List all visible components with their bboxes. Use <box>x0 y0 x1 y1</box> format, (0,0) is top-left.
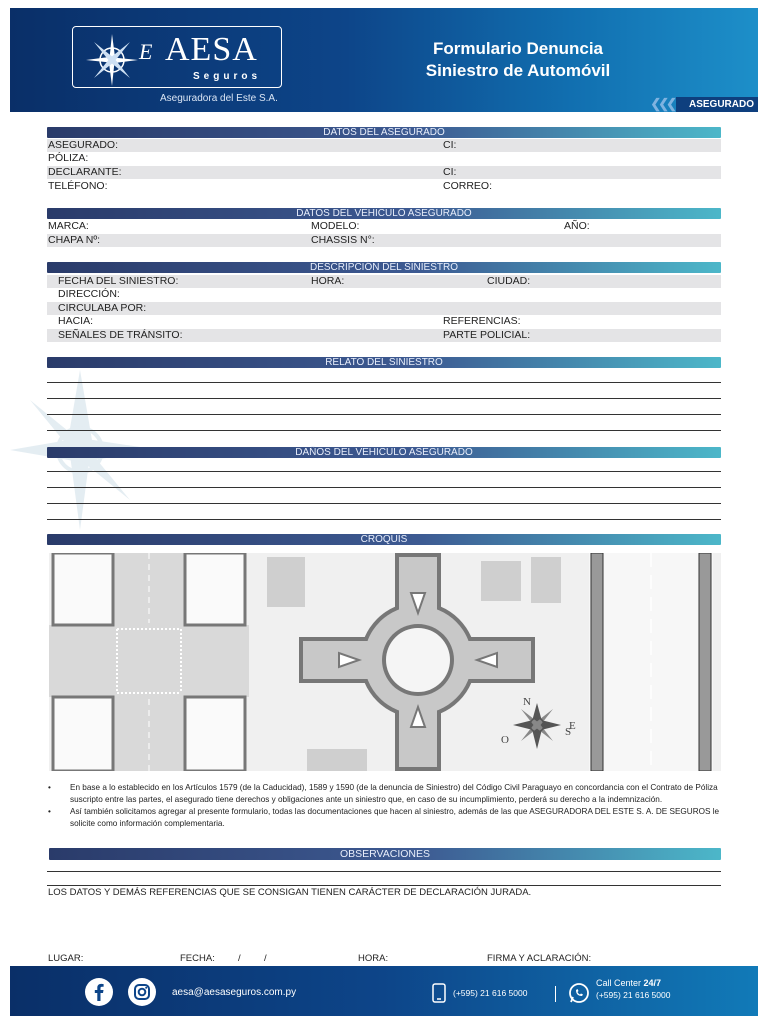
bullet-marker: • <box>48 783 51 792</box>
section-bar-vehiculo: DATOS DEL VEHICULO ASEGURADO <box>47 208 721 219</box>
label-circulaba: CIRCULABA POR: <box>58 302 147 314</box>
callcenter-phone[interactable]: (+595) 21 616 5000 <box>596 990 671 1000</box>
label-firma: FIRMA Y ACLARACIÓN: <box>487 953 592 964</box>
label-parte-policial: PARTE POLICIAL: <box>443 329 531 341</box>
label-hora: HORA: <box>311 275 345 287</box>
legal-notes <box>48 782 724 830</box>
writing-line <box>47 471 721 472</box>
logo-subtitle: Seguros <box>193 71 262 82</box>
compass-o-label: O <box>501 734 509 746</box>
company-logo <box>72 26 282 88</box>
label-asegurado: ASEGURADO: <box>48 139 119 151</box>
label-ci-declarante: CI: <box>443 166 457 178</box>
bullet-marker: • <box>48 807 51 816</box>
instagram-icon[interactable] <box>127 977 157 1007</box>
footer-banner <box>10 966 758 1016</box>
header-banner <box>10 8 758 112</box>
legal-paragraph-1: En base a lo establecido en los Artículos 1579 (de la Caducidad), 1589 y 1590 (de la denuncia de Siniestro) del Código Civil Paraguayo en concordancia con el Contrato de Póliza suscripto entre las partes, el asegurado tiene derechos y obligaciones ante un siniestro que, en caso de su incumplimiento, perderá su derecho a la indemnización. <box>70 783 718 804</box>
row-declarante <box>47 166 721 179</box>
writing-line <box>47 503 721 504</box>
logo-e-letter: E <box>139 39 153 64</box>
writing-line <box>47 414 721 415</box>
legal-item <box>48 806 724 830</box>
logo-wordmark: AESA <box>165 31 258 68</box>
mobile-phone-icon <box>432 983 446 1003</box>
date-separator: / <box>238 953 241 964</box>
asegurado-badge: ASEGURADO <box>676 97 758 112</box>
label-telefono: TELÉFONO: <box>48 180 108 192</box>
row-fecha <box>47 275 721 288</box>
label-chapa: CHAPA Nº: <box>48 234 101 246</box>
label-ciudad: CIUDAD: <box>487 275 531 287</box>
label-marca: MARCA: <box>48 220 89 232</box>
writing-line <box>47 487 721 488</box>
row-poliza <box>47 152 721 165</box>
section-bar-asegurado: DATOS DEL ASEGURADO <box>47 127 721 138</box>
label-hacia: HACIA: <box>58 315 94 327</box>
form-title-line1: Formulario Denuncia <box>432 39 604 58</box>
writing-line <box>47 382 721 383</box>
date-separator: / <box>264 953 267 964</box>
callcenter-text: Call Center <box>596 978 642 988</box>
label-anio: AÑO: <box>564 220 590 232</box>
label-senales: SEÑALES DE TRÁNSITO: <box>58 329 183 341</box>
legal-item <box>48 782 724 806</box>
declaration-text: LOS DATOS Y DEMÁS REFERENCIAS QUE SE CONSIGAN TIENEN CARÁCTER DE DECLARACIÓN JURADA. <box>48 887 532 898</box>
writing-line <box>47 430 721 431</box>
label-fecha: FECHA: <box>180 953 215 964</box>
label-chassis: CHASSIS N°: <box>311 234 375 246</box>
writing-line <box>47 885 721 886</box>
row-telefono <box>47 180 721 193</box>
footer-divider <box>555 986 556 1002</box>
callcenter-label <box>596 978 661 988</box>
label-referencias: REFERENCIAS: <box>443 315 521 327</box>
writing-line <box>47 519 721 520</box>
label-declarante: DECLARANTE: <box>48 166 122 178</box>
intersection-diagram <box>49 553 249 771</box>
section-bar-observaciones: OBSERVACIONES <box>49 848 721 860</box>
label-correo: CORREO: <box>443 180 493 192</box>
whatsapp-icon[interactable] <box>568 982 590 1004</box>
writing-line <box>47 871 721 872</box>
label-hora-firma: HORA: <box>358 953 389 964</box>
label-poliza: PÓLIZA: <box>48 152 89 164</box>
row-chapa <box>47 234 721 247</box>
section-bar-relato: RELATO DEL SINIESTRO <box>47 357 721 368</box>
row-direccion <box>47 288 721 301</box>
callcenter-hours: 24/7 <box>643 978 662 988</box>
company-tagline: Aseguradora del Este S.A. <box>160 93 278 104</box>
section-bar-descripcion: DESCRIPCIÓN DEL SINIESTRO <box>47 262 721 273</box>
footer-email[interactable]: aesa@aesaseguros.com.py <box>172 987 297 998</box>
label-fecha-siniestro: FECHA DEL SINIESTRO: <box>58 275 179 287</box>
chevron-left-icon: ❮❮❮ <box>650 96 674 111</box>
compass-s-label: S <box>565 726 572 738</box>
legal-paragraph-2: Así también solicitamos agregar al presente formulario, todas las documentaciones que hacen al siniestro, además de las que ASEGURADORA DEL ESTE S. A. DE SEGUROS le solicite como información complementaria. <box>70 807 720 828</box>
compass-n-label: N <box>523 696 531 708</box>
writing-line <box>47 398 721 399</box>
section-bar-danos: DAÑOS DEL VEHICULO ASEGURADO <box>47 447 721 458</box>
compass-rose-icon <box>85 33 139 87</box>
footer-phone[interactable]: (+595) 21 616 5000 <box>453 988 528 998</box>
facebook-icon[interactable] <box>84 977 114 1007</box>
label-direccion: DIRECCIÓN: <box>58 288 120 300</box>
label-modelo: MODELO: <box>311 220 360 232</box>
form-title-line2: Siniestro de Automóvil <box>425 61 611 80</box>
croquis-diagram <box>49 553 721 771</box>
row-hacia <box>47 315 721 328</box>
row-circulaba <box>47 302 721 315</box>
label-ci: CI: <box>443 139 457 151</box>
row-asegurado <box>47 139 721 152</box>
row-marca <box>47 220 721 233</box>
section-bar-croquis: CROQUIS <box>47 534 721 545</box>
compass-e-label: E <box>569 720 576 732</box>
label-lugar: LUGAR: <box>48 953 84 964</box>
row-senales <box>47 329 721 342</box>
